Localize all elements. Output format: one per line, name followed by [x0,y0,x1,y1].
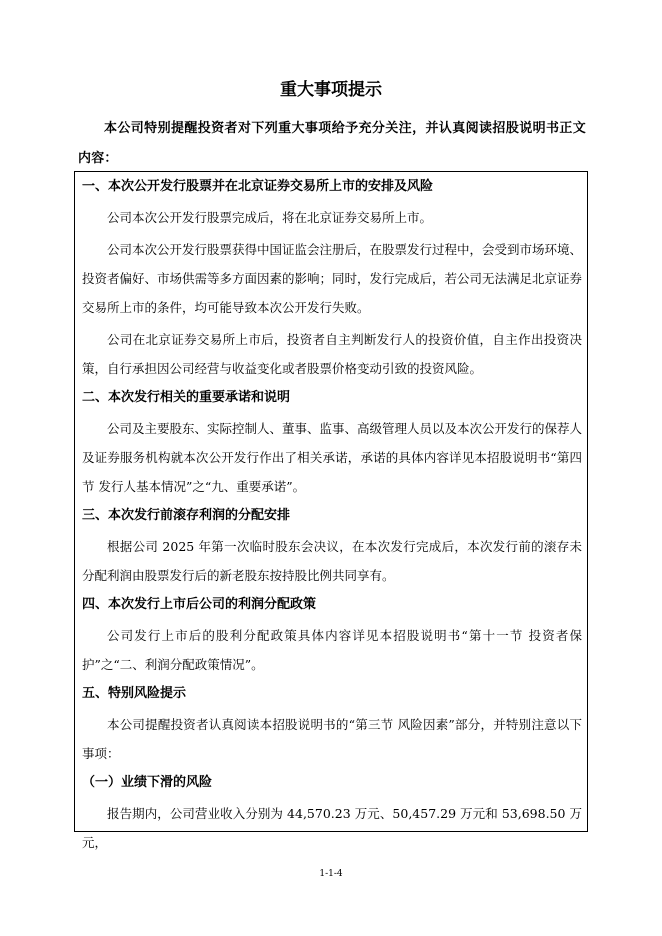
section-1-paragraph-3: 公司在北京证券交易所上市后，投资者自主判断发行人的投资价值，自主作出投资决策，自行承担因公司经营与收益变化或者股票价格变动引致的投资风险。 [82,332,582,376]
section-1-paragraph-2: 公司本次公开发行股票获得中国证监会注册后，在股票发行过程中，会受到市场环境、投资者偏好、市场供需等多方面因素的影响；同时，发行完成后，若公司无法满足北京证券交易所上市的条件，均可能导致本次公开发行失败。 [82,242,583,315]
notice-box [74,171,588,850]
section-heading-4: 四、本次发行上市后公司的利润分配政策 [82,597,317,612]
section-3-paragraph-1: 根据公司 2025 年第一次临时股东会决议，在本次发行完成后，本次发行前的滚存未分配利润由股票发行后的新老股东按持股比例共同享有。 [82,539,582,583]
section-4-paragraph-1: 公司发行上市后的股利分配政策具体内容详见本招股说明书“第十一节 投资者保护”之“二、利润分配政策情况”。 [82,628,582,672]
section-5-paragraph-1: 本公司提醒投资者认真阅读本招股说明书的“第三节 风险因素”部分，并特别注意以下事项： [82,717,582,761]
section-heading-3: 三、本次发行前滚存利润的分配安排 [82,508,291,523]
section-1-paragraph-1: 公司本次公开发行股票完成后，将在北京证券交易所上市。 [107,210,433,225]
section-heading-2: 二、本次发行相关的重要承诺和说明 [82,390,291,405]
section-heading-1: 一、本次公开发行股票并在北京证券交易所上市的安排及风险 [82,179,434,194]
section-heading-5: 五、特别风险提示 [82,686,187,701]
subsection-1-paragraph-1: 报告期内，公司营业收入分别为 44,570.23 万元、50,457.29 万元和 53,698.50 万元， [82,806,582,850]
page-number: 1-1-4 [319,869,343,879]
subsection-heading-1: （一）业绩下滑的风险 [82,775,213,790]
notice-content [82,175,582,860]
section-2-paragraph-1: 公司及主要股东、实际控制人、董事、监事、高级管理人员以及本次公开发行的保荐人及证券服务机构就本次公开发行作出了相关承诺，承诺的具体内容详见本招股说明书“第四节 发行人基本情况”之“九、重要承诺”。 [82,421,583,494]
page-title: 重大事项提示 [280,80,382,100]
intro-paragraph: 本公司特别提醒投资者对下列重大事项给予充分关注，并认真阅读招股说明书正文内容： [78,121,586,166]
